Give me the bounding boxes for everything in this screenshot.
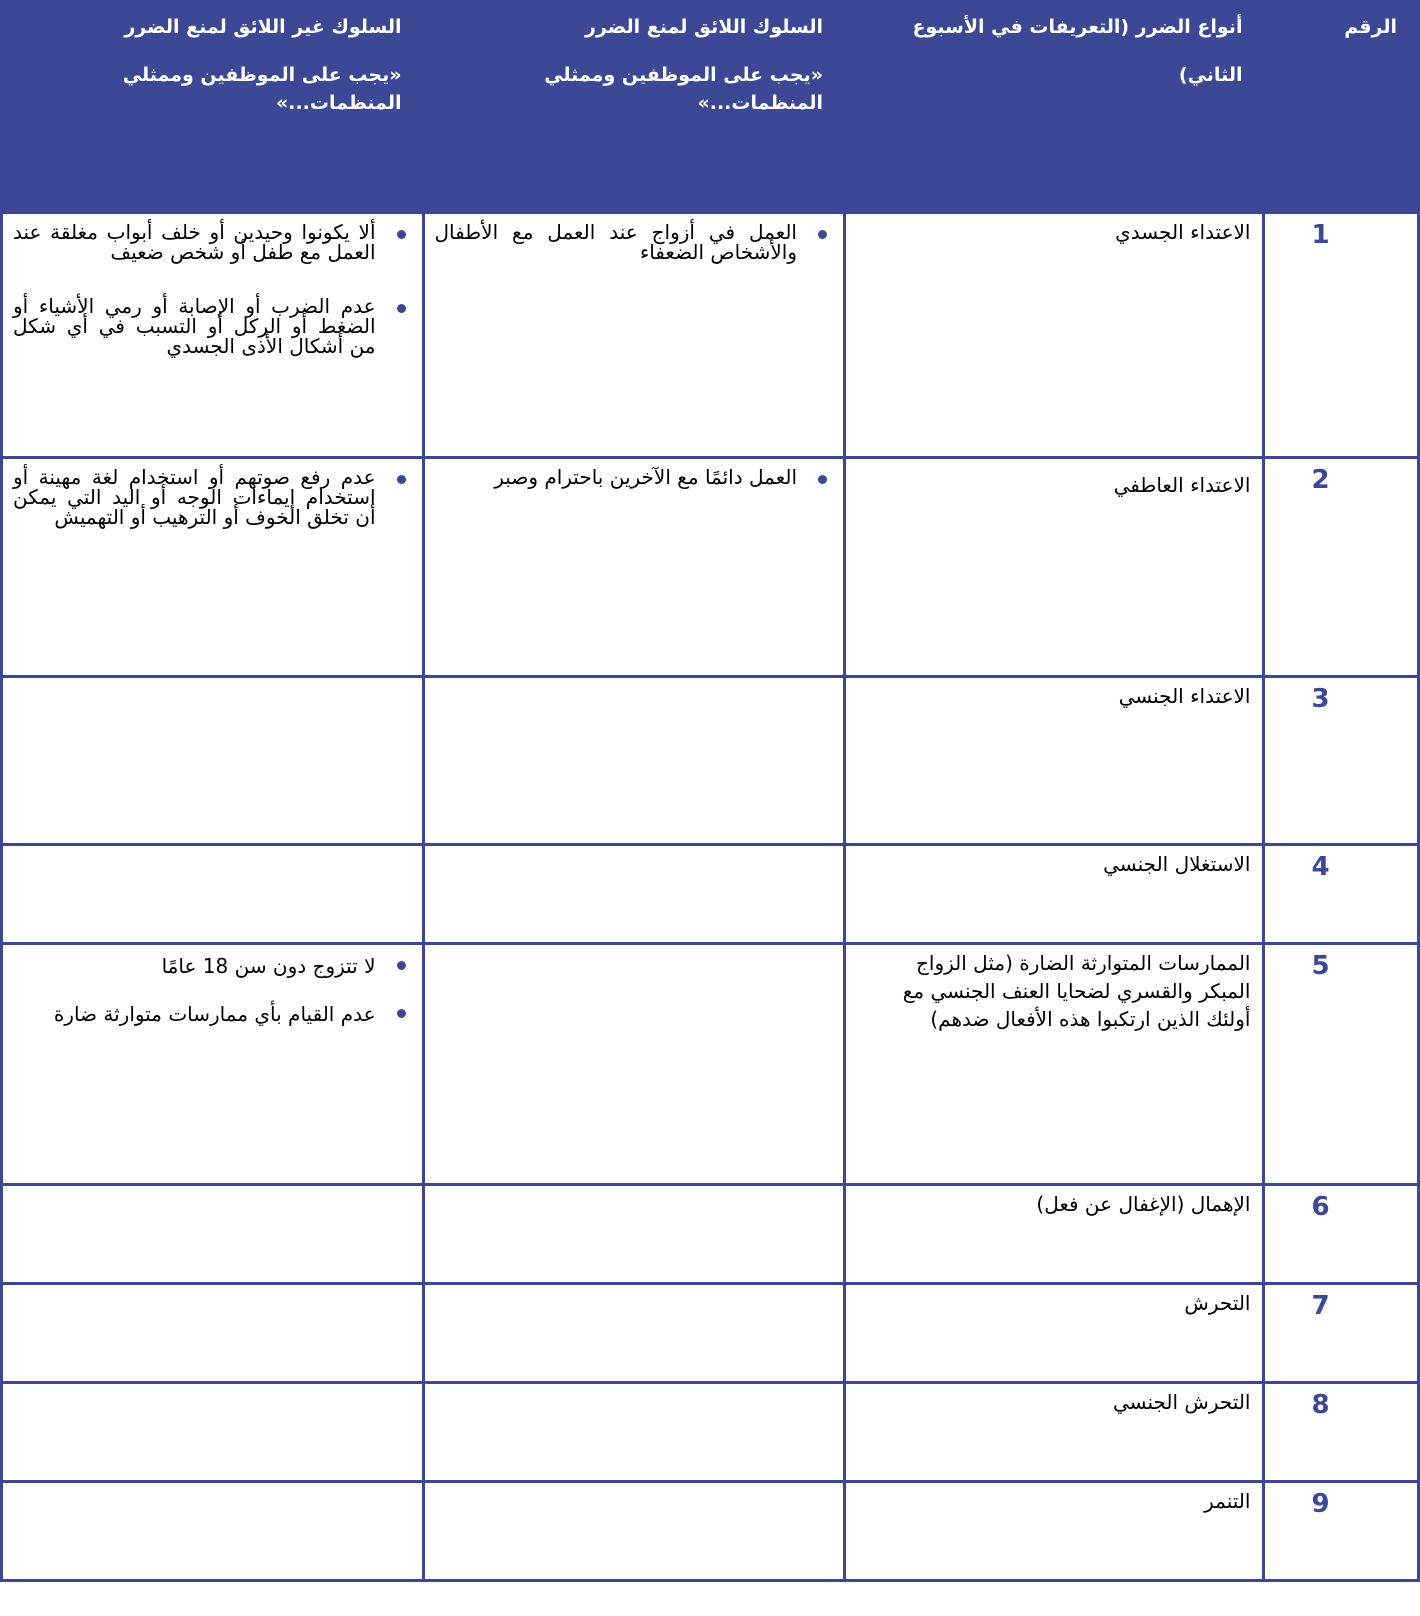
table-row: [2, 845, 1419, 944]
harm-type: الاعتداء العاطفي: [845, 458, 1264, 677]
acceptable-behaviour: [423, 944, 844, 1185]
acceptable-behaviour: [423, 677, 844, 845]
unacceptable-behaviour: [2, 677, 424, 845]
table-row: [2, 458, 1419, 677]
harm-type: الممارسات المتوارثة الضارة (مثل الزواج المبكر والقسري لضحايا العنف الجنسي مع أولئك الذين ارتكبوا هذه الأفعال ضدهم): [845, 944, 1264, 1185]
table-row: [2, 1185, 1419, 1284]
bullet-item: العمل دائمًا مع الآخرين باحترام وصبر: [435, 467, 833, 487]
table-row: [2, 944, 1419, 1185]
unacceptable-behaviour: [2, 845, 424, 944]
row-number: 3: [1264, 677, 1419, 845]
harm-type: التحرش: [845, 1284, 1264, 1383]
unacceptable-behaviour: [2, 1284, 424, 1383]
header-number: [1264, 2, 1419, 213]
table-row: [2, 677, 1419, 845]
header-harm-type-line1: أنواع الضرر (التعريفات في الأسبوع: [912, 16, 1243, 38]
unacceptable-behaviour: [2, 1383, 424, 1482]
header-number-label: الرقم: [1344, 16, 1397, 38]
row-number: 4: [1264, 845, 1419, 944]
row-number: 6: [1264, 1185, 1419, 1284]
row-number: 8: [1264, 1383, 1419, 1482]
table-row: [2, 1482, 1419, 1581]
header-harm-type: [845, 2, 1264, 213]
harm-type: الاعتداء الجسدي: [845, 213, 1264, 458]
acceptable-behaviour: [423, 1284, 844, 1383]
unacceptable-behaviour: [2, 213, 424, 458]
bullet-item: لا تتزوج دون سن 18 عامًا: [13, 953, 412, 979]
header-harm-type-line2: الثاني): [1178, 64, 1243, 86]
row-number: 5: [1264, 944, 1419, 1185]
row-number: 7: [1264, 1284, 1419, 1383]
acceptable-behaviour: [423, 213, 844, 458]
harm-type: الإهمال (الإغفال عن فعل): [845, 1185, 1264, 1284]
row-number: 2: [1264, 458, 1419, 677]
harm-type: التحرش الجنسي: [845, 1383, 1264, 1482]
header-unacceptable-title: السلوك غير اللائق لمنع الضرر: [124, 16, 402, 38]
header-unacceptable: [2, 2, 424, 213]
acceptable-behaviour: [423, 845, 844, 944]
row-number: 1: [1264, 213, 1419, 458]
table-row: [2, 1383, 1419, 1482]
acceptable-behaviour: [423, 458, 844, 677]
bullet-item: عدم رفع صوتهم أو استخدام لغة مهينة أو استخدام إيماءات الوجه أو اليد التي يمكن أن تخلق الخوف أو الترهيب أو التهميش: [13, 467, 412, 527]
harm-type: التنمر: [845, 1482, 1264, 1581]
header-acceptable-sub: «يجب على الموظفين وممثلي المنظمات...»: [544, 64, 823, 114]
table-header: [2, 2, 1419, 213]
acceptable-behaviour: [423, 1383, 844, 1482]
header-acceptable-title: السلوك اللائق لمنع الضرر: [585, 16, 823, 38]
header-unacceptable-sub: «يجب على الموظفين وممثلي المنظمات...»: [122, 64, 402, 114]
harm-type: الاعتداء الجنسي: [845, 677, 1264, 845]
acceptable-behaviour: [423, 1185, 844, 1284]
table-row: [2, 213, 1419, 458]
bullet-item: عدم الضرب أو الإصابة أو رمي الأشياء أو الضغط أو الركل أو التسبب في أي شكل من أشكال الأذى الجسدي: [13, 296, 412, 356]
unacceptable-behaviour: [2, 1185, 424, 1284]
table-row: [2, 1284, 1419, 1383]
row-number: 9: [1264, 1482, 1419, 1581]
header-acceptable: [423, 2, 844, 213]
harm-type: الاستغلال الجنسي: [845, 845, 1264, 944]
unacceptable-behaviour: [2, 1482, 424, 1581]
bullet-item: ألا يكونوا وحيدين أو خلف أبواب مغلقة عند العمل مع طفل أو شخص ضعيف: [13, 222, 412, 262]
bullet-item: العمل في أزواج عند العمل مع الأطفال والأشخاص الضعفاء: [435, 222, 833, 262]
bullet-item: عدم القيام بأي ممارسات متوارثة ضارة: [13, 1001, 412, 1027]
unacceptable-behaviour: [2, 944, 424, 1185]
unacceptable-behaviour: [2, 458, 424, 677]
table-body: [2, 213, 1419, 1581]
acceptable-behaviour: [423, 1482, 844, 1581]
